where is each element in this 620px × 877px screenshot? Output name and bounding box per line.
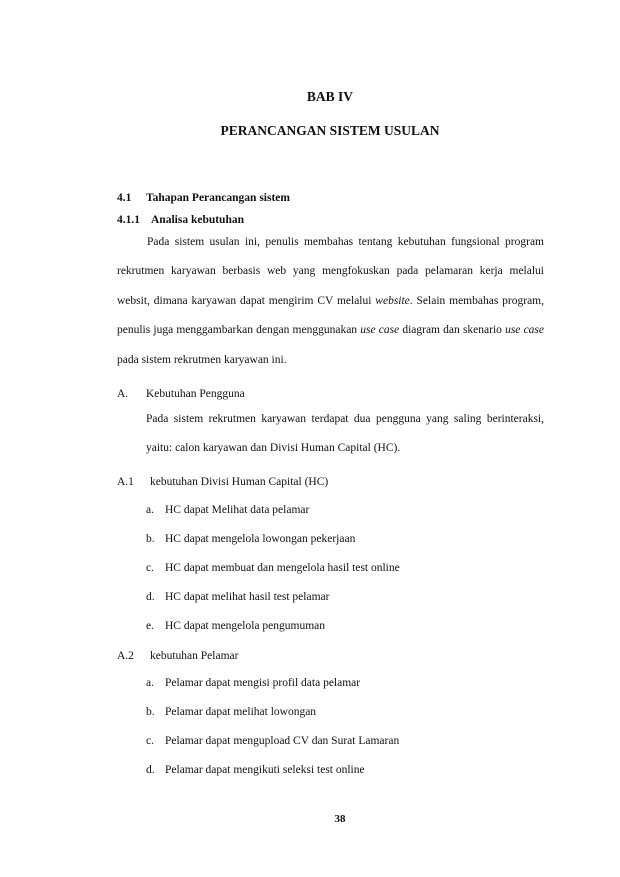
part-a-paragraph: Pada sistem rekrutmen karyawan terdapat dua pengguna yang saling berinteraksi, yaitu: calon karyawan dan Divisi Human Capital (HC). xyxy=(146,413,544,455)
list-marker: b. xyxy=(146,706,155,718)
list-marker: e. xyxy=(146,620,154,632)
list-text: HC dapat melihat hasil test pelamar xyxy=(165,591,330,603)
a1-list xyxy=(146,504,400,649)
chapter-title: PERANCANGAN SISTEM USULAN xyxy=(220,123,440,138)
list-item xyxy=(146,620,400,649)
list-item xyxy=(146,735,399,764)
section-number: 4.1 xyxy=(117,192,132,204)
list-item xyxy=(146,504,400,533)
list-text: Pelamar dapat mengikuti seleksi test online xyxy=(165,764,365,776)
list-marker: a. xyxy=(146,677,154,689)
list-item xyxy=(146,533,400,562)
list-text: Pelamar dapat mengisi profil data pelamar xyxy=(165,677,361,689)
list-item xyxy=(146,562,400,591)
list-text: HC dapat mengelola pengumuman xyxy=(165,620,326,632)
list-item xyxy=(146,591,400,620)
part-a-title: Kebutuhan Pengguna xyxy=(146,388,245,400)
a1-number: A.1 xyxy=(117,476,134,488)
a2-list xyxy=(146,677,399,793)
subsection-number: 4.1.1 xyxy=(117,214,140,226)
list-marker: c. xyxy=(146,562,154,574)
a2-number: A.2 xyxy=(117,650,134,662)
part-a-number: A. xyxy=(117,388,129,400)
subsection-title: Analisa kebutuhan xyxy=(151,214,244,226)
list-marker: a. xyxy=(146,504,154,516)
list-marker: c. xyxy=(146,735,154,747)
list-marker: d. xyxy=(146,764,155,776)
intro-paragraph: Pada sistem usulan ini, penulis membahas tentang kebutuhan fungsional program rekrutmen karyawan berbasis web yang mengfokuskan pada pelamaran kerja melalui websit, dimana karyawan dapat mengirim CV melalui website. Selain membahas program, penulis juga menggambarkan dengan menggunakan use case diagram dan skenario use case pada sistem rekrutmen karyawan ini. xyxy=(117,236,545,366)
list-item xyxy=(146,764,399,793)
a2-title: kebutuhan Pelamar xyxy=(150,650,239,662)
section-title: Tahapan Perancangan sistem xyxy=(146,192,290,204)
chapter-label: BAB IV xyxy=(306,89,354,104)
list-marker: b. xyxy=(146,533,155,545)
a1-title: kebutuhan Divisi Human Capital (HC) xyxy=(150,476,329,488)
list-item xyxy=(146,677,399,706)
page-number: 38 xyxy=(334,813,346,825)
list-text: HC dapat Melihat data pelamar xyxy=(165,504,310,516)
list-text: HC dapat membuat dan mengelola hasil test online xyxy=(165,562,400,574)
list-text: HC dapat mengelola lowongan pekerjaan xyxy=(165,533,356,545)
list-item xyxy=(146,706,399,735)
list-text: Pelamar dapat melihat lowongan xyxy=(165,706,317,718)
list-marker: d. xyxy=(146,591,155,603)
list-text: Pelamar dapat mengupload CV dan Surat Lamaran xyxy=(165,735,400,747)
